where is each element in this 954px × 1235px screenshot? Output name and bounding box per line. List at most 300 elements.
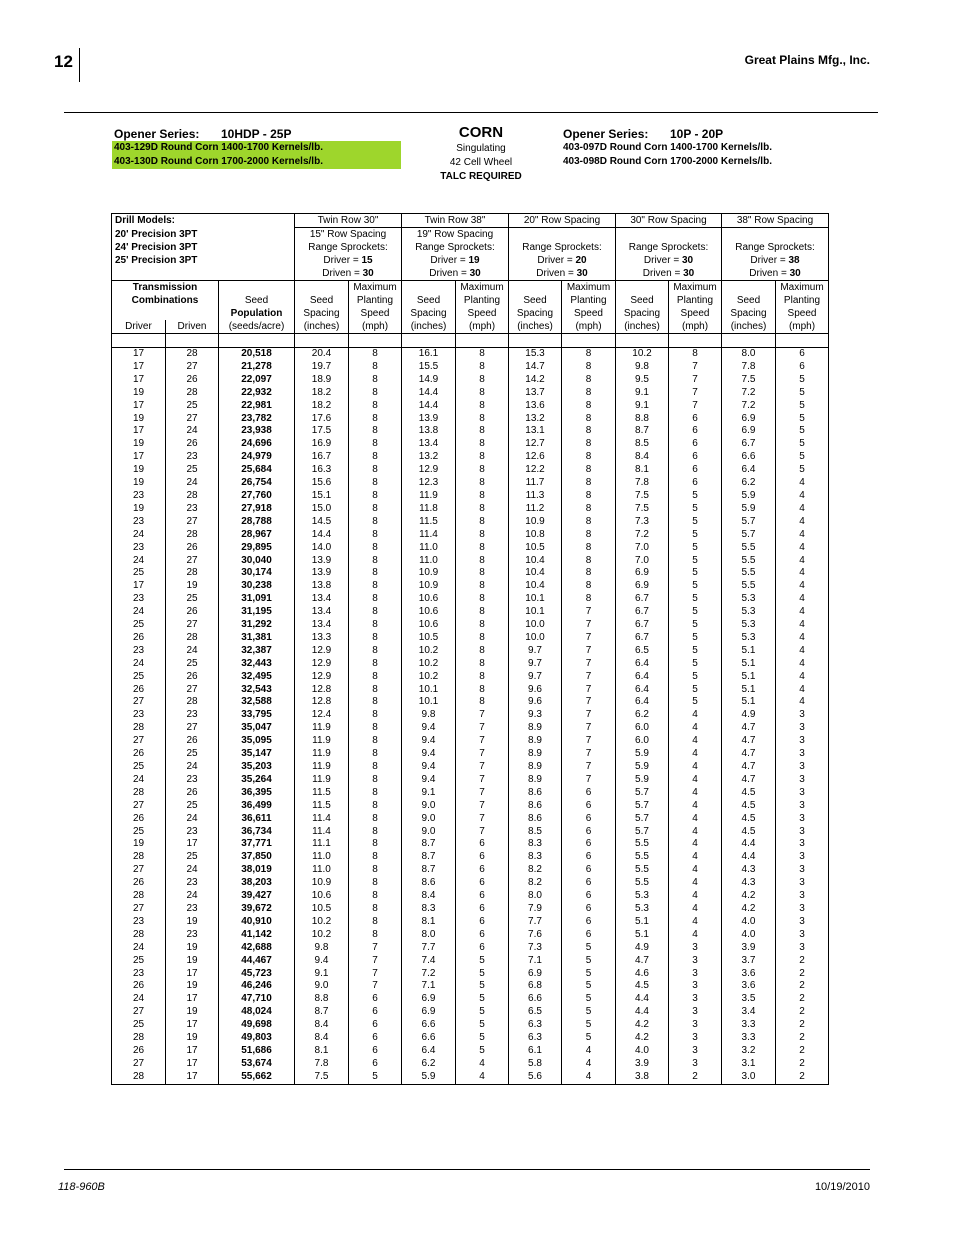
speed-15-cell: 6	[349, 1058, 402, 1071]
speed-20-cell: 8	[562, 542, 616, 555]
driven-cell: 27	[166, 619, 219, 632]
speed-38-cell: 2	[776, 1071, 829, 1084]
speed-15-cell: 7	[349, 980, 402, 993]
spacing-header-3: (inches)	[509, 320, 562, 334]
speed-38-cell: 2	[776, 980, 829, 993]
driver-cell: 23	[112, 542, 166, 555]
spacing-30-cell: 6.4	[616, 684, 669, 697]
spacing-20-cell: 6.5	[509, 1006, 562, 1019]
table-row	[112, 606, 829, 619]
driven-cell: 23	[166, 929, 219, 942]
speed-15-cell: 8	[349, 606, 402, 619]
population-cell: 32,543	[219, 684, 295, 697]
speed-15-cell: 8	[349, 787, 402, 800]
speed-19-cell: 8	[456, 658, 509, 671]
speed-20-cell: 8	[562, 387, 616, 400]
speed-header-1: Maximum	[776, 281, 829, 295]
spacing-15-cell: 7.8	[295, 1058, 349, 1071]
spacing-20-cell: 6.9	[509, 968, 562, 981]
speed-header-2: Planting	[562, 294, 616, 307]
spacing-30-cell: 6.9	[616, 580, 669, 593]
spacing-19-cell: 7.1	[402, 980, 456, 993]
spacing-15-cell: 12.8	[295, 684, 349, 697]
spacing-30-cell: 4.9	[616, 942, 669, 955]
speed-30-cell: 4	[669, 709, 722, 722]
speed-38-cell: 4	[776, 542, 829, 555]
spacing-20-cell: 8.3	[509, 851, 562, 864]
table-row	[112, 851, 829, 864]
spacing-30-cell: 5.9	[616, 774, 669, 787]
spacing-19-cell: 8.7	[402, 838, 456, 851]
spacing-15-cell: 13.9	[295, 555, 349, 568]
population-cell: 42,688	[219, 942, 295, 955]
spacing-38-cell: 6.4	[722, 464, 776, 477]
speed-15-cell: 8	[349, 400, 402, 413]
speed-38-cell: 5	[776, 438, 829, 451]
spacing-19-cell: 11.5	[402, 516, 456, 529]
speed-38-cell: 4	[776, 555, 829, 568]
spacing-19-cell: 11.0	[402, 555, 456, 568]
table-row	[112, 658, 829, 671]
speed-30-cell: 4	[669, 890, 722, 903]
speed-38-cell: 6	[776, 361, 829, 374]
spacing-30-cell: 5.5	[616, 877, 669, 890]
spacing-30-cell: 7.5	[616, 503, 669, 516]
left-kit-2: 403-130D Round Corn 1700-2000 Kernels/lb.	[112, 155, 401, 169]
speed-20-cell: 8	[562, 451, 616, 464]
driven-cell: 19	[166, 1032, 219, 1045]
spacing-30-cell: 4.2	[616, 1032, 669, 1045]
table-row	[112, 735, 829, 748]
spacing-19-cell: 5.9	[402, 1071, 456, 1084]
left-series-label: Opener Series:	[114, 127, 200, 141]
speed-19-cell: 7	[456, 709, 509, 722]
spacing-30-cell: 4.7	[616, 955, 669, 968]
speed-20-cell: 5	[562, 980, 616, 993]
speed-15-cell: 8	[349, 722, 402, 735]
spacing-19-cell: 9.8	[402, 709, 456, 722]
speed-30-cell: 5	[669, 671, 722, 684]
spacing-19-cell: 8.4	[402, 890, 456, 903]
speed-19-cell: 6	[456, 877, 509, 890]
speed-19-cell: 8	[456, 684, 509, 697]
spacing-30-cell: 5.7	[616, 787, 669, 800]
driver-cell: 27	[112, 864, 166, 877]
driven-cell: 24	[166, 813, 219, 826]
table-row	[112, 464, 829, 477]
population-cell: 29,895	[219, 542, 295, 555]
driver-cell: 24	[112, 993, 166, 1006]
speed-15-cell: 8	[349, 374, 402, 387]
speed-20-cell: 5	[562, 1019, 616, 1032]
spacing-30-cell: 6.0	[616, 722, 669, 735]
spacing-20-cell: 8.9	[509, 722, 562, 735]
right-series-label: Opener Series:	[563, 127, 649, 141]
speed-header-4: (mph)	[349, 320, 402, 334]
spacing-20-cell: 11.2	[509, 503, 562, 516]
speed-38-cell: 3	[776, 838, 829, 851]
speed-15-cell: 8	[349, 619, 402, 632]
spacing-20-cell: 13.7	[509, 387, 562, 400]
drill-models-blank	[112, 267, 295, 281]
table-row	[112, 477, 829, 490]
spacing-38-cell: 4.0	[722, 916, 776, 929]
spacer-cell	[456, 334, 509, 348]
driver-value: 19	[468, 255, 480, 266]
spacing-15-cell: 18.9	[295, 374, 349, 387]
table-row	[112, 529, 829, 542]
spacing-38-cell: 4.0	[722, 929, 776, 942]
spacing-19-cell: 9.4	[402, 748, 456, 761]
speed-15-cell: 8	[349, 490, 402, 503]
spacing-30-cell: 5.3	[616, 903, 669, 916]
speed-30-cell: 7	[669, 374, 722, 387]
spacing-20-cell: 9.3	[509, 709, 562, 722]
spacing-38-cell: 5.7	[722, 529, 776, 542]
driven-value: 30	[683, 268, 695, 279]
driven-cell: 23	[166, 709, 219, 722]
right-series-value: 10P - 20P	[670, 127, 724, 141]
driver-value: 20	[575, 255, 587, 266]
driver-cell: 17	[112, 400, 166, 413]
driven-cell: 17	[166, 838, 219, 851]
spacing-20-cell: 10.4	[509, 580, 562, 593]
spacing-20-cell: 8.9	[509, 774, 562, 787]
speed-38-cell: 2	[776, 993, 829, 1006]
driven-label: Driven =	[429, 268, 470, 279]
spacing-20-cell: 5.6	[509, 1071, 562, 1084]
driven-cell: 19	[166, 580, 219, 593]
group-0-driver	[295, 254, 402, 267]
speed-20-cell: 8	[562, 425, 616, 438]
spacing-20-cell: 6.3	[509, 1019, 562, 1032]
population-cell: 35,203	[219, 761, 295, 774]
speed-20-cell: 7	[562, 606, 616, 619]
speed-19-cell: 5	[456, 955, 509, 968]
spacing-20-cell: 12.7	[509, 438, 562, 451]
speed-19-cell: 8	[456, 632, 509, 645]
speed-15-cell: 8	[349, 800, 402, 813]
spacing-38-cell: 4.5	[722, 826, 776, 839]
speed-20-cell: 7	[562, 671, 616, 684]
speed-15-cell: 5	[349, 1071, 402, 1084]
group-4-driver	[722, 254, 829, 267]
spacing-19-cell: 9.1	[402, 787, 456, 800]
driver-cell: 23	[112, 593, 166, 606]
speed-15-cell: 8	[349, 748, 402, 761]
table-row	[112, 400, 829, 413]
spacing-20-cell: 10.4	[509, 567, 562, 580]
table-row	[112, 361, 829, 374]
spacing-15-cell: 11.9	[295, 748, 349, 761]
speed-19-cell: 5	[456, 1045, 509, 1058]
driver-cell: 25	[112, 671, 166, 684]
speed-38-cell: 3	[776, 735, 829, 748]
spacing-38-cell: 6.9	[722, 413, 776, 426]
group-1-driver	[402, 254, 509, 267]
driven-cell: 24	[166, 761, 219, 774]
spacing-15-cell: 8.4	[295, 1032, 349, 1045]
population-cell: 23,938	[219, 425, 295, 438]
driven-cell: 25	[166, 464, 219, 477]
table-row	[112, 684, 829, 697]
speed-30-cell: 3	[669, 1019, 722, 1032]
speed-20-cell: 6	[562, 851, 616, 864]
driver-cell: 26	[112, 1045, 166, 1058]
spacing-38-cell: 4.5	[722, 800, 776, 813]
population-cell: 36,611	[219, 813, 295, 826]
spacing-38-cell: 3.6	[722, 968, 776, 981]
spacing-38-cell: 4.3	[722, 877, 776, 890]
spacing-38-cell: 3.0	[722, 1071, 776, 1084]
speed-30-cell: 5	[669, 606, 722, 619]
spacing-19-cell: 13.8	[402, 425, 456, 438]
speed-15-cell: 8	[349, 864, 402, 877]
table-row	[112, 774, 829, 787]
spacing-30-cell: 5.5	[616, 838, 669, 851]
speed-30-cell: 2	[669, 1071, 722, 1084]
spacing-19-cell: 14.4	[402, 387, 456, 400]
speed-30-cell: 6	[669, 438, 722, 451]
driven-cell: 27	[166, 516, 219, 529]
driver-cell: 28	[112, 1032, 166, 1045]
driven-cell: 17	[166, 993, 219, 1006]
spacing-38-cell: 4.2	[722, 890, 776, 903]
driven-cell: 28	[166, 348, 219, 361]
spacing-30-cell: 5.5	[616, 851, 669, 864]
speed-20-cell: 6	[562, 787, 616, 800]
table-row	[112, 787, 829, 800]
spacing-15-cell: 15.6	[295, 477, 349, 490]
spacing-38-cell: 3.4	[722, 1006, 776, 1019]
speed-30-cell: 5	[669, 684, 722, 697]
speed-38-cell: 4	[776, 671, 829, 684]
speed-19-cell: 8	[456, 438, 509, 451]
driven-value: 30	[362, 268, 374, 279]
spacing-header-blank	[295, 281, 349, 295]
driver-cell: 17	[112, 374, 166, 387]
speed-15-cell: 8	[349, 555, 402, 568]
spacing-20-cell: 7.7	[509, 916, 562, 929]
population-cell: 49,698	[219, 1019, 295, 1032]
population-header-blank	[219, 281, 295, 295]
speed-header-3: Speed	[349, 307, 402, 320]
speed-19-cell: 8	[456, 542, 509, 555]
speed-15-cell: 6	[349, 993, 402, 1006]
speed-20-cell: 7	[562, 684, 616, 697]
driver-cell: 28	[112, 1071, 166, 1084]
population-cell: 31,292	[219, 619, 295, 632]
speed-30-cell: 4	[669, 774, 722, 787]
spacing-20-cell: 10.9	[509, 516, 562, 529]
spacing-38-cell: 3.1	[722, 1058, 776, 1071]
speed-19-cell: 8	[456, 413, 509, 426]
table-row	[112, 1058, 829, 1071]
speed-20-cell: 8	[562, 580, 616, 593]
speed-header-3: Speed	[456, 307, 509, 320]
spacing-30-cell: 7.2	[616, 529, 669, 542]
spacing-38-cell: 5.3	[722, 619, 776, 632]
table-row	[112, 555, 829, 568]
speed-20-cell: 6	[562, 800, 616, 813]
table-row	[112, 1019, 829, 1032]
population-cell: 55,662	[219, 1071, 295, 1084]
speed-30-cell: 7	[669, 387, 722, 400]
spacing-20-cell: 13.2	[509, 413, 562, 426]
speed-38-cell: 4	[776, 658, 829, 671]
spacing-20-cell: 7.3	[509, 942, 562, 955]
population-cell: 24,979	[219, 451, 295, 464]
driver-cell: 25	[112, 567, 166, 580]
spacing-19-cell: 9.0	[402, 826, 456, 839]
speed-header-1: Maximum	[669, 281, 722, 295]
speed-20-cell: 5	[562, 993, 616, 1006]
spacing-38-cell: 4.4	[722, 851, 776, 864]
spacing-38-cell: 5.3	[722, 593, 776, 606]
speed-15-cell: 8	[349, 542, 402, 555]
driver-cell: 26	[112, 813, 166, 826]
spacing-20-cell: 8.2	[509, 864, 562, 877]
group-2-sprocket-label: Range Sprockets:	[509, 241, 616, 254]
driver-cell: 28	[112, 722, 166, 735]
driver-cell: 27	[112, 800, 166, 813]
spacing-20-cell: 6.6	[509, 993, 562, 1006]
driver-cell: 26	[112, 980, 166, 993]
driver-cell: 25	[112, 826, 166, 839]
spacing-38-cell: 5.5	[722, 555, 776, 568]
driven-cell: 26	[166, 606, 219, 619]
driven-cell: 28	[166, 696, 219, 709]
driver-header: Driver	[112, 320, 166, 334]
speed-20-cell: 8	[562, 593, 616, 606]
speed-38-cell: 3	[776, 929, 829, 942]
table-row	[112, 438, 829, 451]
spacing-30-cell: 5.1	[616, 916, 669, 929]
spacing-30-cell: 8.4	[616, 451, 669, 464]
driver-cell: 24	[112, 774, 166, 787]
population-cell: 48,024	[219, 1006, 295, 1019]
speed-20-cell: 7	[562, 632, 616, 645]
spacing-15-cell: 10.6	[295, 890, 349, 903]
spacing-19-cell: 10.2	[402, 671, 456, 684]
group-4-driven	[722, 267, 829, 281]
spacing-38-cell: 8.0	[722, 348, 776, 361]
spacing-19-cell: 8.7	[402, 851, 456, 864]
spacing-19-cell: 10.9	[402, 567, 456, 580]
speed-19-cell: 8	[456, 400, 509, 413]
table-row	[112, 503, 829, 516]
spacing-19-cell: 6.6	[402, 1032, 456, 1045]
table-row	[112, 451, 829, 464]
spacing-38-cell: 3.2	[722, 1045, 776, 1058]
spacing-19-cell: 10.6	[402, 593, 456, 606]
spacing-38-cell: 5.9	[722, 490, 776, 503]
seed-rate-table	[111, 213, 829, 1085]
driver-cell: 23	[112, 968, 166, 981]
population-cell: 35,264	[219, 774, 295, 787]
speed-30-cell: 5	[669, 567, 722, 580]
spacing-header-1: Seed	[722, 294, 776, 307]
driver-cell: 28	[112, 851, 166, 864]
population-cell: 30,238	[219, 580, 295, 593]
crop-line-3: TALC REQUIRED	[440, 171, 522, 182]
speed-19-cell: 5	[456, 993, 509, 1006]
driven-cell: 26	[166, 542, 219, 555]
table-row	[112, 696, 829, 709]
spacing-20-cell: 11.7	[509, 477, 562, 490]
spacing-15-cell: 15.1	[295, 490, 349, 503]
driver-cell: 26	[112, 748, 166, 761]
right-opener-series	[561, 127, 841, 141]
spacing-19-cell: 11.8	[402, 503, 456, 516]
driven-cell: 25	[166, 658, 219, 671]
spacing-38-cell: 7.2	[722, 387, 776, 400]
driver-cell: 25	[112, 1019, 166, 1032]
spacing-19-cell: 16.1	[402, 348, 456, 361]
spacing-15-cell: 17.6	[295, 413, 349, 426]
driver-cell: 25	[112, 619, 166, 632]
table-row	[112, 748, 829, 761]
driven-cell: 26	[166, 671, 219, 684]
speed-19-cell: 8	[456, 645, 509, 658]
spacing-38-cell: 5.1	[722, 696, 776, 709]
spacer-cell	[669, 334, 722, 348]
spacing-19-cell: 9.4	[402, 774, 456, 787]
group-0-sprocket-label: Range Sprockets:	[295, 241, 402, 254]
speed-19-cell: 5	[456, 980, 509, 993]
driver-label: Driver =	[323, 255, 362, 266]
table-row	[112, 387, 829, 400]
speed-19-cell: 4	[456, 1058, 509, 1071]
speed-30-cell: 7	[669, 361, 722, 374]
driven-cell: 28	[166, 529, 219, 542]
speed-19-cell: 8	[456, 361, 509, 374]
driven-cell: 23	[166, 503, 219, 516]
spacing-38-cell: 7.5	[722, 374, 776, 387]
population-cell: 46,246	[219, 980, 295, 993]
spacing-20-cell: 6.3	[509, 1032, 562, 1045]
population-cell: 47,710	[219, 993, 295, 1006]
population-cell: 22,981	[219, 400, 295, 413]
table-row	[112, 968, 829, 981]
driven-cell: 24	[166, 425, 219, 438]
spacing-header-2: Spacing	[402, 307, 456, 320]
speed-20-cell: 6	[562, 877, 616, 890]
speed-20-cell: 5	[562, 1032, 616, 1045]
speed-38-cell: 4	[776, 580, 829, 593]
population-cell: 32,588	[219, 696, 295, 709]
table-row	[112, 593, 829, 606]
speed-30-cell: 5	[669, 542, 722, 555]
speed-30-cell: 4	[669, 735, 722, 748]
spacer-cell	[349, 334, 402, 348]
spacing-header-1: Seed	[402, 294, 456, 307]
driven-cell: 27	[166, 684, 219, 697]
spacing-19-cell: 8.1	[402, 916, 456, 929]
speed-30-cell: 4	[669, 916, 722, 929]
driven-cell: 23	[166, 826, 219, 839]
speed-38-cell: 5	[776, 387, 829, 400]
speed-30-cell: 4	[669, 813, 722, 826]
spacing-38-cell: 6.9	[722, 425, 776, 438]
page-number: 12	[54, 52, 73, 71]
population-cell: 51,686	[219, 1045, 295, 1058]
population-cell: 23,782	[219, 413, 295, 426]
driver-cell: 19	[112, 387, 166, 400]
driven-cell: 23	[166, 903, 219, 916]
group-3-sub	[616, 228, 722, 242]
speed-19-cell: 7	[456, 826, 509, 839]
